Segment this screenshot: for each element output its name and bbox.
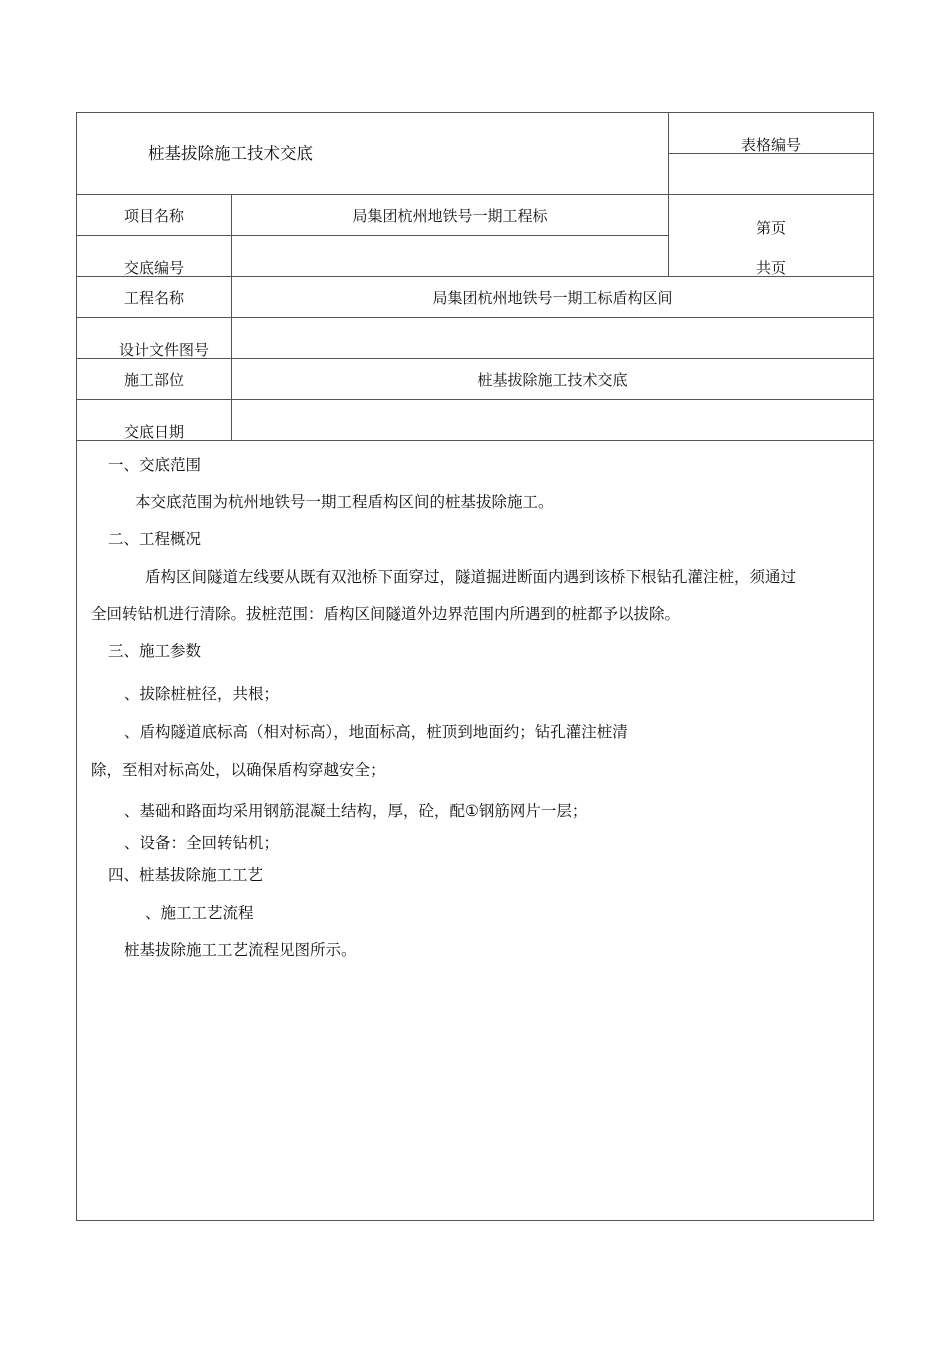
site-value: 桩基拔除施工技术交底 <box>477 371 628 389</box>
section-3-item-2-line-1: 、盾构隧道底标高（相对标高），地面标高，桩顶到地面约；钻孔灌注桩清 <box>124 723 628 741</box>
section-1-text: 本交底范围为杭州地铁号一期工程盾构区间的桩基拔除施工。 <box>135 493 554 511</box>
form-number-label: 表格编号 <box>740 136 801 154</box>
section-4-heading: 四、桩基拔除施工工艺 <box>108 866 264 884</box>
date-label: 交底日期 <box>123 423 184 441</box>
section-3-item-4: 、设备：全回转钻机； <box>124 834 280 852</box>
project-name-label: 项目名称 <box>123 207 184 225</box>
page-number-label: 第页 <box>755 219 786 237</box>
section-4-subheading: 、施工工艺流程 <box>145 904 254 922</box>
section-1-heading: 一、交底范围 <box>108 456 202 474</box>
section-4-text: 桩基拔除施工工艺流程见图所示。 <box>124 941 357 959</box>
section-3-item-2-line-2: 除，至相对标高处，以确保盾构穿越安全； <box>91 761 386 779</box>
work-name-label: 工程名称 <box>123 289 184 307</box>
work-name-value: 局集团杭州地铁号一期工标盾构区间 <box>432 289 673 307</box>
section-3-item-3: 、基础和路面均采用钢筋混凝土结构，厚，砼，配①钢筋网片一层； <box>124 802 588 820</box>
section-2-text-line-1: 盾构区间隧道左线要从既有双池桥下面穿过，隧道掘进断面内遇到该桥下根钻孔灌注桩，须通过 <box>145 568 797 586</box>
site-label: 施工部位 <box>123 371 184 389</box>
project-name-value: 局集团杭州地铁号一期工程标 <box>352 207 548 225</box>
design-doc-label: 设计文件图号 <box>118 341 209 359</box>
section-3-item-1: 、拔除桩桩径，共根； <box>124 685 280 703</box>
document-title: 桩基拔除施工技术交底 <box>148 144 313 163</box>
section-2-text-line-2: 全回转钻机进行清除。拔桩范围：盾构区间隧道外边界范围内所遇到的桩都予以拔除。 <box>91 605 681 623</box>
disclosure-number-label: 交底编号 <box>123 259 184 277</box>
section-3-heading: 三、施工参数 <box>108 642 202 660</box>
section-2-heading: 二、工程概况 <box>108 530 202 548</box>
page-total-label: 共页 <box>755 259 786 277</box>
